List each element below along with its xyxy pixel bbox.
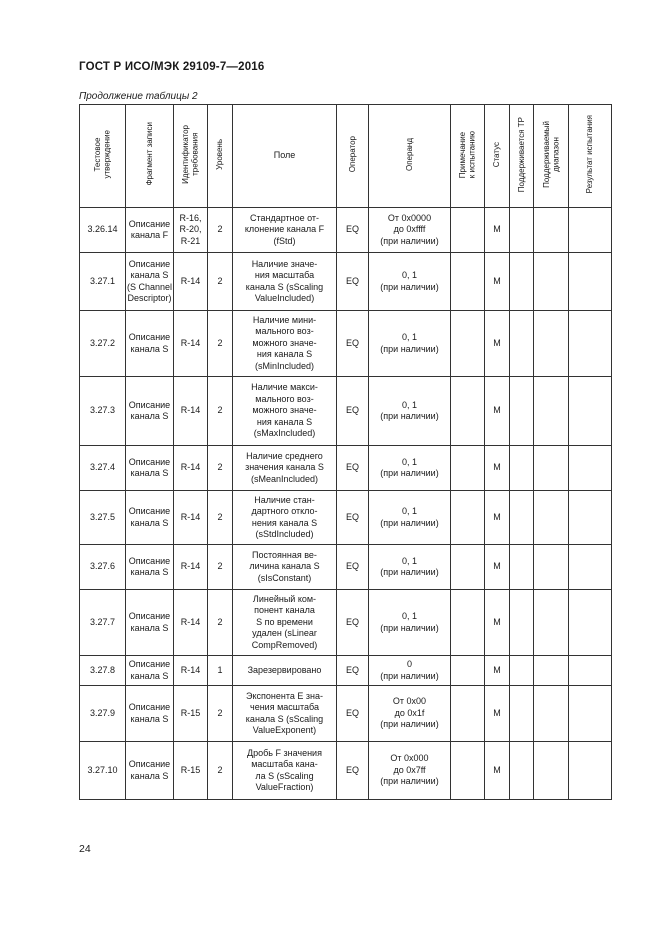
cell-tp-supported: [510, 590, 534, 656]
cell-range: [534, 656, 569, 686]
cell-status: M: [485, 656, 510, 686]
cell-result: [569, 253, 612, 311]
cell-level: 1: [208, 656, 233, 686]
cell-result: [569, 208, 612, 253]
col-header-requirement-id: Идентификатор требования: [174, 105, 208, 208]
cell-note: [451, 545, 485, 590]
cell-requirement: R-14: [174, 491, 208, 545]
cell-test-id: 3.27.1: [80, 253, 126, 311]
cell-range: [534, 253, 569, 311]
cell-range: [534, 446, 569, 491]
col-header-field: Поле: [233, 105, 337, 208]
table-row: [80, 742, 612, 800]
cell-field: Наличие макси- мального воз- можного значе- ния канала S (sMaxIncluded): [233, 377, 337, 446]
cell-test-id: 3.27.5: [80, 491, 126, 545]
cell-field: Зарезервировано: [233, 656, 337, 686]
cell-test-id: 3.27.8: [80, 656, 126, 686]
table-row: [80, 446, 612, 491]
cell-status: M: [485, 590, 510, 656]
cell-operand: От 0x0000 до 0xffff (при наличии): [369, 208, 451, 253]
cell-status: M: [485, 545, 510, 590]
cell-result: [569, 742, 612, 800]
cell-field: Наличие среднего значения канала S (sMeanIncluded): [233, 446, 337, 491]
cell-fragment: Описание канала S: [126, 311, 174, 377]
cell-operand: 0, 1 (при наличии): [369, 253, 451, 311]
cell-operator: EQ: [337, 545, 369, 590]
cell-fragment: Описание канала S: [126, 590, 174, 656]
cell-tp-supported: [510, 446, 534, 491]
cell-field: Стандартное от- клонение канала F (fStd): [233, 208, 337, 253]
table-caption: Продолжение таблицы 2: [79, 91, 198, 102]
cell-status: M: [485, 446, 510, 491]
cell-requirement: R-14: [174, 253, 208, 311]
cell-tp-supported: [510, 253, 534, 311]
cell-tp-supported: [510, 686, 534, 742]
cell-result: [569, 377, 612, 446]
cell-test-id: 3.27.4: [80, 446, 126, 491]
cell-requirement: R-14: [174, 590, 208, 656]
cell-range: [534, 491, 569, 545]
cell-result: [569, 656, 612, 686]
cell-operator: EQ: [337, 742, 369, 800]
table-header-row: [80, 105, 612, 208]
cell-fragment: Описание канала S: [126, 686, 174, 742]
col-header-tp-supported: Поддерживается ТР: [510, 105, 534, 208]
cell-level: 2: [208, 545, 233, 590]
cell-field: Линейный ком- понент канала S по времени удален (sLinear CompRemoved): [233, 590, 337, 656]
cell-fragment: Описание канала S: [126, 545, 174, 590]
cell-requirement: R-15: [174, 742, 208, 800]
cell-operator: EQ: [337, 590, 369, 656]
cell-tp-supported: [510, 377, 534, 446]
col-header-test-statement: Тестовое утверждение: [80, 105, 126, 208]
cell-operand: 0, 1 (при наличии): [369, 491, 451, 545]
cell-requirement: R-14: [174, 311, 208, 377]
cell-note: [451, 311, 485, 377]
cell-operand: 0, 1 (при наличии): [369, 545, 451, 590]
cell-level: 2: [208, 311, 233, 377]
col-header-operator: Оператор: [337, 105, 369, 208]
col-header-level: Уровень: [208, 105, 233, 208]
cell-fragment: Описание канала S: [126, 377, 174, 446]
cell-test-id: 3.27.2: [80, 311, 126, 377]
col-header-operand: Операнд: [369, 105, 451, 208]
cell-tp-supported: [510, 545, 534, 590]
cell-operator: EQ: [337, 686, 369, 742]
cell-result: [569, 491, 612, 545]
cell-operand: От 0x00 до 0x1f (при наличии): [369, 686, 451, 742]
cell-field: Наличие значе- ния масштаба канала S (sScaling ValueIncluded): [233, 253, 337, 311]
col-header-test-result: Результат испытания: [569, 105, 612, 208]
cell-operator: EQ: [337, 208, 369, 253]
col-header-status: Статус: [485, 105, 510, 208]
table-row: [80, 590, 612, 656]
cell-operator: EQ: [337, 377, 369, 446]
cell-level: 2: [208, 253, 233, 311]
cell-operand: 0 (при наличии): [369, 656, 451, 686]
cell-note: [451, 491, 485, 545]
table-row: [80, 311, 612, 377]
table-row: [80, 656, 612, 686]
cell-range: [534, 742, 569, 800]
cell-operator: EQ: [337, 446, 369, 491]
cell-operand: 0, 1 (при наличии): [369, 590, 451, 656]
cell-result: [569, 686, 612, 742]
cell-fragment: Описание канала S: [126, 742, 174, 800]
cell-test-id: 3.27.7: [80, 590, 126, 656]
cell-status: M: [485, 491, 510, 545]
cell-requirement: R-14: [174, 377, 208, 446]
cell-field: Постоянная ве- личина канала S (sIsConstant): [233, 545, 337, 590]
cell-tp-supported: [510, 311, 534, 377]
cell-operand: От 0x000 до 0x7ff (при наличии): [369, 742, 451, 800]
cell-operand: 0, 1 (при наличии): [369, 377, 451, 446]
cell-result: [569, 545, 612, 590]
cell-status: M: [485, 742, 510, 800]
cell-operator: EQ: [337, 253, 369, 311]
cell-range: [534, 377, 569, 446]
cell-level: 2: [208, 590, 233, 656]
cell-note: [451, 656, 485, 686]
cell-operand: 0, 1 (при наличии): [369, 311, 451, 377]
cell-fragment: Описание канала S: [126, 491, 174, 545]
cell-status: M: [485, 686, 510, 742]
table-row: [80, 377, 612, 446]
cell-range: [534, 686, 569, 742]
cell-note: [451, 253, 485, 311]
cell-tp-supported: [510, 208, 534, 253]
cell-range: [534, 311, 569, 377]
cell-result: [569, 311, 612, 377]
document-header: ГОСТ Р ИСО/МЭК 29109-7—2016: [79, 61, 265, 73]
cell-note: [451, 377, 485, 446]
table-row: [80, 253, 612, 311]
cell-fragment: Описание канала S: [126, 446, 174, 491]
cell-requirement: R-15: [174, 686, 208, 742]
cell-level: 2: [208, 491, 233, 545]
table-row: [80, 491, 612, 545]
table-row: [80, 208, 612, 253]
cell-operator: EQ: [337, 491, 369, 545]
cell-fragment: Описание канала F: [126, 208, 174, 253]
cell-range: [534, 590, 569, 656]
table-row: [80, 686, 612, 742]
cell-result: [569, 446, 612, 491]
col-header-record-fragment: Фрагмент записи: [126, 105, 174, 208]
cell-note: [451, 446, 485, 491]
col-header-supported-range: Поддерживаемый диапазон: [534, 105, 569, 208]
cell-fragment: Описание канала S: [126, 656, 174, 686]
cell-test-id: 3.26.14: [80, 208, 126, 253]
cell-test-id: 3.27.6: [80, 545, 126, 590]
cell-test-id: 3.27.3: [80, 377, 126, 446]
cell-field: Наличие стан- дартного откло- нения канала S (sStdIncluded): [233, 491, 337, 545]
cell-tp-supported: [510, 491, 534, 545]
cell-status: M: [485, 377, 510, 446]
cell-note: [451, 742, 485, 800]
cell-level: 2: [208, 686, 233, 742]
cell-field: Дробь F значения масштаба кана- ла S (sScaling ValueFraction): [233, 742, 337, 800]
cell-field: Экспонента E зна- чения масштаба канала S (sScaling ValueExponent): [233, 686, 337, 742]
cell-note: [451, 686, 485, 742]
cell-test-id: 3.27.9: [80, 686, 126, 742]
cell-range: [534, 545, 569, 590]
cell-status: M: [485, 253, 510, 311]
col-header-test-note: Примечание к испытанию: [451, 105, 485, 208]
cell-requirement: R-14: [174, 545, 208, 590]
cell-level: 2: [208, 446, 233, 491]
cell-level: 2: [208, 377, 233, 446]
cell-requirement: R-14: [174, 656, 208, 686]
cell-tp-supported: [510, 656, 534, 686]
test-table: [79, 104, 612, 800]
page-number: 24: [79, 843, 91, 855]
cell-result: [569, 590, 612, 656]
cell-operand: 0, 1 (при наличии): [369, 446, 451, 491]
cell-status: M: [485, 208, 510, 253]
cell-range: [534, 208, 569, 253]
cell-test-id: 3.27.10: [80, 742, 126, 800]
cell-note: [451, 590, 485, 656]
table-row: [80, 545, 612, 590]
cell-operator: EQ: [337, 311, 369, 377]
cell-level: 2: [208, 208, 233, 253]
cell-tp-supported: [510, 742, 534, 800]
cell-operator: EQ: [337, 656, 369, 686]
cell-requirement: R-14: [174, 446, 208, 491]
cell-field: Наличие мини- мального воз- можного значе- ния канала S (sMinIncluded): [233, 311, 337, 377]
cell-level: 2: [208, 742, 233, 800]
cell-status: M: [485, 311, 510, 377]
cell-note: [451, 208, 485, 253]
cell-fragment: Описание канала S (S Channel Descriptor): [126, 253, 174, 311]
cell-requirement: R-16, R-20, R-21: [174, 208, 208, 253]
